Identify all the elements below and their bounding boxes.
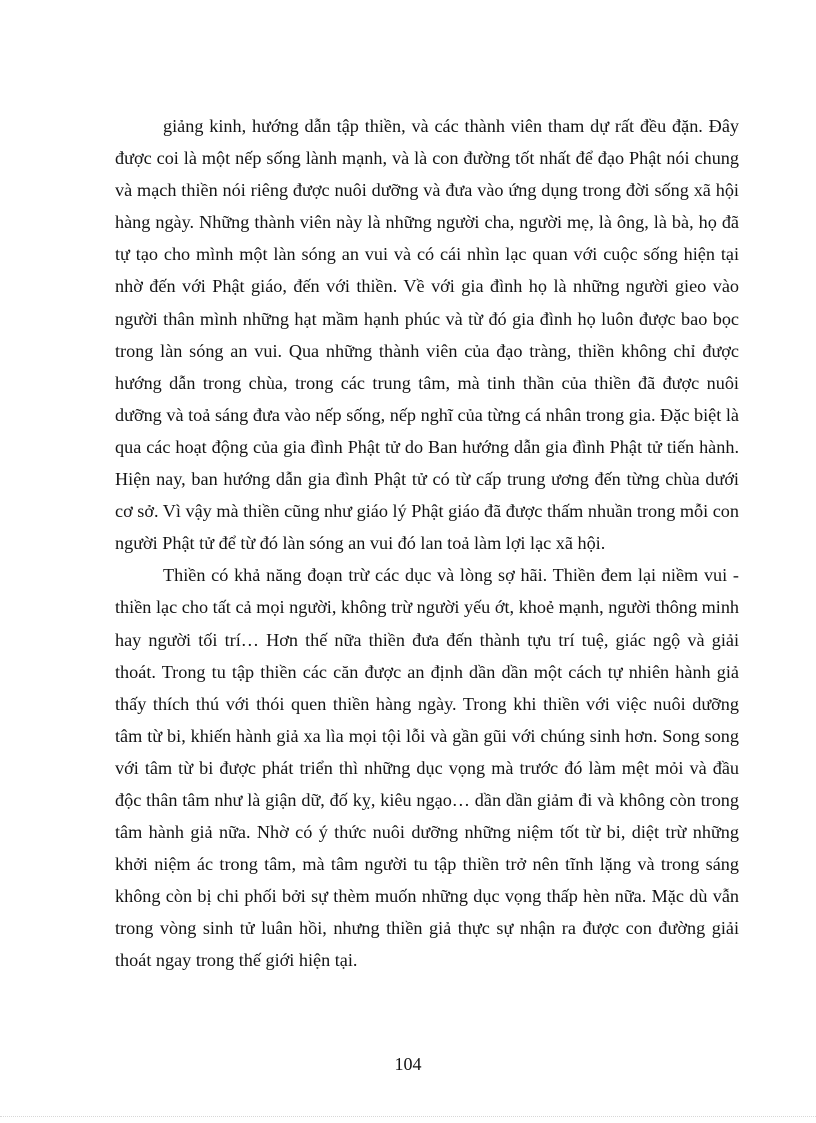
page-number: 104 (394, 1054, 422, 1074)
paragraph-2: Thiền có khả năng đoạn trừ các dục và lòng sợ hãi. Thiền đem lại niềm vui - thiền lạc cho tất cả mọi người, không trừ người yếu ớt, khoẻ mạnh, người thông minh hay người tối trí… Hơn thế nữa thiền đưa đến thành tựu trí tuệ, giác ngộ và giải thoát. Trong tu tập thiền các căn được an định dần dần một cách tự nhiên hành giả thấy thích thú với thói quen thiền hàng ngày. Trong khi thiền với việc nuôi dưỡng tâm từ bi, khiến hành giả xa lìa mọi tội lỗi và gần gũi với chúng sinh hơn. Song song với tâm từ bi được phát triển thì những dục vọng mà trước đó làm mệt mỏi và đầu độc thân tâm như là giận dữ, đố kỵ, kiêu ngạo… dần dần giảm đi và không còn trong tâm hành giả nữa. Nhờ có ý thức nuôi dưỡng những niệm tốt từ bi, diệt trừ những khởi niệm ác trong tâm, mà tâm người tu tập thiền trở nên tĩnh lặng và trong sáng không còn bị chi phối bởi sự thèm muốn những dục vọng thấp hèn nữa. Mặc dù vẫn trong vòng sinh tử luân hồi, nhưng thiền giả thực sự nhận ra được con đường giải thoát ngay trong thế giới hiện tại. (115, 565, 739, 971)
page-bottom-divider (0, 1116, 816, 1117)
paragraph-1: giảng kinh, hướng dẫn tập thiền, và các thành viên tham dự rất đều đặn. Đây được coi là một nếp sống lành mạnh, và là con đường tốt nhất để đạo Phật nói chung và mạch thiền nói riêng được nuôi dưỡng và đưa vào ứng dụng trong đời sống xã hội hàng ngày. Những thành viên này là những người cha, người mẹ, là ông, là bà, họ đã tự tạo cho mình một làn sóng an vui và có cái nhìn lạc quan với cuộc sống hiện tại nhờ đến với Phật giáo, đến với thiền. Về với gia đình họ là những người gieo vào người thân mình những hạt mầm hạnh phúc và từ đó gia đình họ luôn được bao bọc trong làn sóng an vui. Qua những thành viên của đạo tràng, thiền không chỉ được hướng dẫn trong chùa, trong các trung tâm, mà tinh thần của thiền đã được nuôi dưỡng và toả sáng đưa vào nếp sống, nếp nghĩ của từng cá nhân trong gia. Đặc biệt là qua các hoạt động của gia đình Phật tử do Ban hướng dẫn gia đình Phật tử tiến hành. Hiện nay, ban hướng dẫn gia đình Phật tử có từ cấp trung ương đến từng chùa dưới cơ sở. Vì vậy mà thiền cũng như giáo lý Phật giáo đã được thấm nhuần trong mỗi con người Phật tử để từ đó làn sóng an vui đó lan toả làm lợi lạc xã hội. (115, 116, 739, 554)
body-text (115, 110, 739, 977)
